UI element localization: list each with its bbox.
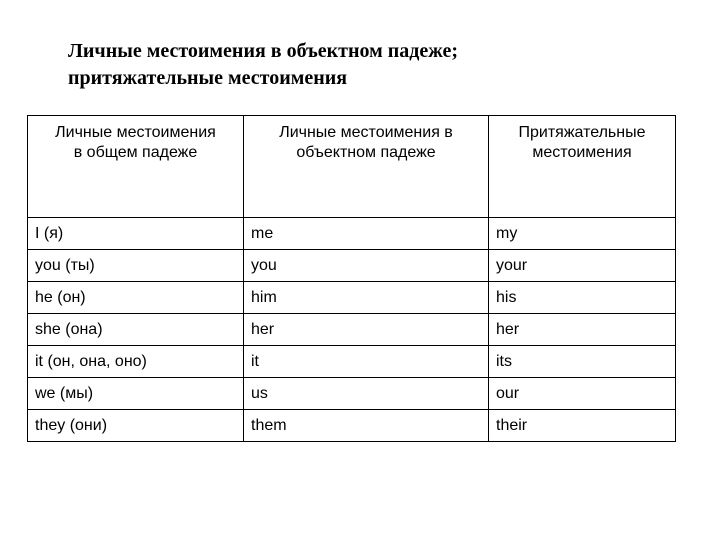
cell-object: you bbox=[244, 250, 489, 282]
table-row bbox=[28, 346, 676, 378]
slide-title-line-1: Личные местоимения в объектном падеже; bbox=[68, 40, 459, 62]
cell-possessive: her bbox=[489, 314, 676, 346]
cell-subject: we (мы) bbox=[28, 378, 244, 410]
table-row bbox=[28, 218, 676, 250]
cell-object: them bbox=[244, 410, 489, 442]
cell-possessive: its bbox=[489, 346, 676, 378]
cell-possessive: his bbox=[489, 282, 676, 314]
header-object-pronouns: Личные местоимения в объектном падеже bbox=[244, 116, 489, 218]
cell-object: him bbox=[244, 282, 489, 314]
cell-possessive: my bbox=[489, 218, 676, 250]
cell-subject: it (он, она, оно) bbox=[28, 346, 244, 378]
cell-possessive: their bbox=[489, 410, 676, 442]
slide-title-line-2: притяжательные местоимения bbox=[68, 67, 348, 89]
cell-possessive: your bbox=[489, 250, 676, 282]
header-subject-pronouns: Личные местоимения в общем падеже bbox=[28, 116, 244, 218]
slide-title bbox=[68, 38, 688, 92]
cell-object: it bbox=[244, 346, 489, 378]
cell-subject: I (я) bbox=[28, 218, 244, 250]
cell-subject: he (он) bbox=[28, 282, 244, 314]
table-row bbox=[28, 314, 676, 346]
cell-object: her bbox=[244, 314, 489, 346]
cell-subject: they (они) bbox=[28, 410, 244, 442]
cell-object: us bbox=[244, 378, 489, 410]
pronouns-table bbox=[27, 115, 676, 442]
table-row bbox=[28, 282, 676, 314]
cell-possessive: our bbox=[489, 378, 676, 410]
header-possessive-pronouns: Притяжательные местоимения bbox=[489, 116, 676, 218]
table-row bbox=[28, 250, 676, 282]
table-row bbox=[28, 410, 676, 442]
table-row bbox=[28, 378, 676, 410]
cell-subject: she (она) bbox=[28, 314, 244, 346]
table-header-row bbox=[28, 116, 676, 218]
cell-subject: you (ты) bbox=[28, 250, 244, 282]
cell-object: me bbox=[244, 218, 489, 250]
